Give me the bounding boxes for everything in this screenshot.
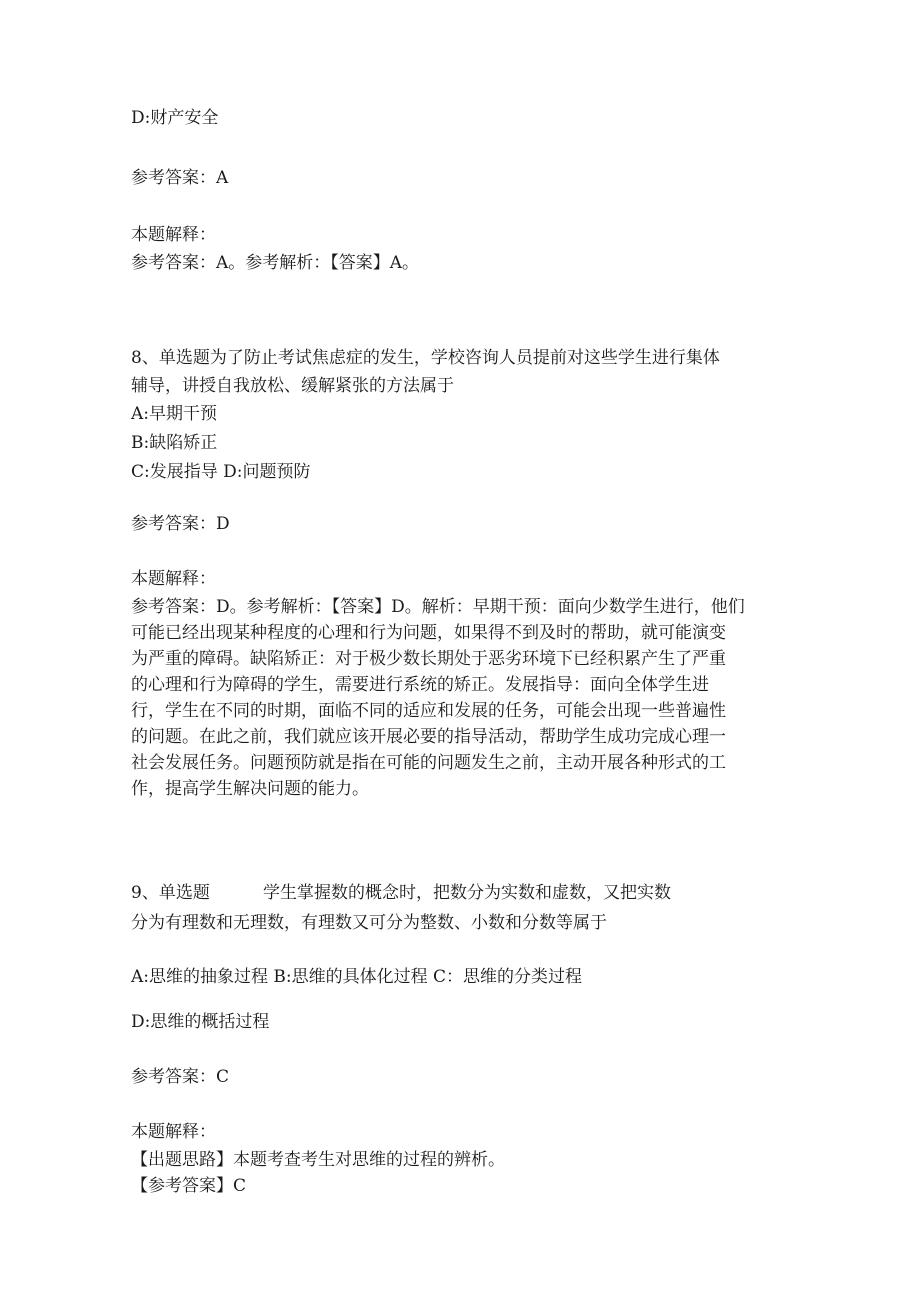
q9-stem-line-2: 分为有理数和无理数，有理数又可分为整数、小数和分数等属于	[131, 913, 607, 933]
q8-explain-line: 参考答案：D。参考解析：【答案】D。解析：早期干预：面向少数学生进行，他们	[131, 597, 745, 617]
q8-explain-line: 作，提高学生解决问题的能力。	[131, 779, 369, 799]
q8-option-a: A:早期干预	[131, 404, 218, 424]
q7-answer: 参考答案：A	[131, 168, 229, 188]
q9-stem-line-1	[131, 882, 671, 904]
q8-explain-line: 的心理和行为障碍的学生，需要进行系统的矫正。发展指导：面向全体学生进	[131, 675, 709, 695]
q9-explain-label: 本题解释：	[131, 1122, 216, 1142]
q8-explain-line: 为严重的障碍。缺陷矫正：对于极少数长期处于恶劣环境下已经积累产生了严重	[131, 649, 726, 669]
q9-explain-answer: 【参考答案】C	[131, 1176, 247, 1196]
q7-explain-text: 参考答案：A。参考解析：【答案】A。	[131, 253, 420, 273]
q8-answer: 参考答案：D	[131, 514, 230, 534]
q9-number: 9、单选题	[131, 883, 210, 903]
q9-option-d: D:思维的概括过程	[131, 1012, 270, 1032]
q8-explain-line: 社会发展任务。问题预防就是指在可能的问题发生之前，主动开展各种形式的工	[131, 753, 726, 773]
q7-option-d: D:财产安全	[131, 108, 219, 128]
q8-option-cd: C:发展指导 D:问题预防	[131, 462, 311, 482]
q8-explain-line: 的问题。在此之前，我们就应该开展必要的指导活动，帮助学生成功完成心理一	[131, 727, 726, 747]
q8-explain-label: 本题解释：	[131, 569, 216, 589]
q8-stem-line-2: 辅导，讲授自我放松、缓解紧张的方法属于	[131, 376, 454, 396]
q9-explain-idea: 【出题思路】本题考查考生对思维的过程的辨析。	[131, 1150, 505, 1170]
q8-stem-line-1: 8、单选题为了防止考试焦虑症的发生，学校咨询人员提前对这些学生进行集体	[131, 348, 720, 368]
q7-explain-label: 本题解释：	[131, 225, 216, 245]
q8-explain-line: 行，学生在不同的时期，面临不同的适应和发展的任务，可能会出现一些普遍性	[131, 701, 726, 721]
q9-options-abc: A:思维的抽象过程 B:思维的具体化过程 C：思维的分类过程	[131, 967, 583, 987]
q9-answer: 参考答案：C	[131, 1067, 230, 1087]
q8-option-b: B:缺陷矫正	[131, 433, 218, 453]
q8-explain-line: 可能已经出现某种程度的心理和行为问题，如果得不到及时的帮助，就可能演变	[131, 623, 726, 643]
q9-stem-text: 学生掌握数的概念时，把数分为实数和虚数，又把实数	[263, 883, 671, 903]
